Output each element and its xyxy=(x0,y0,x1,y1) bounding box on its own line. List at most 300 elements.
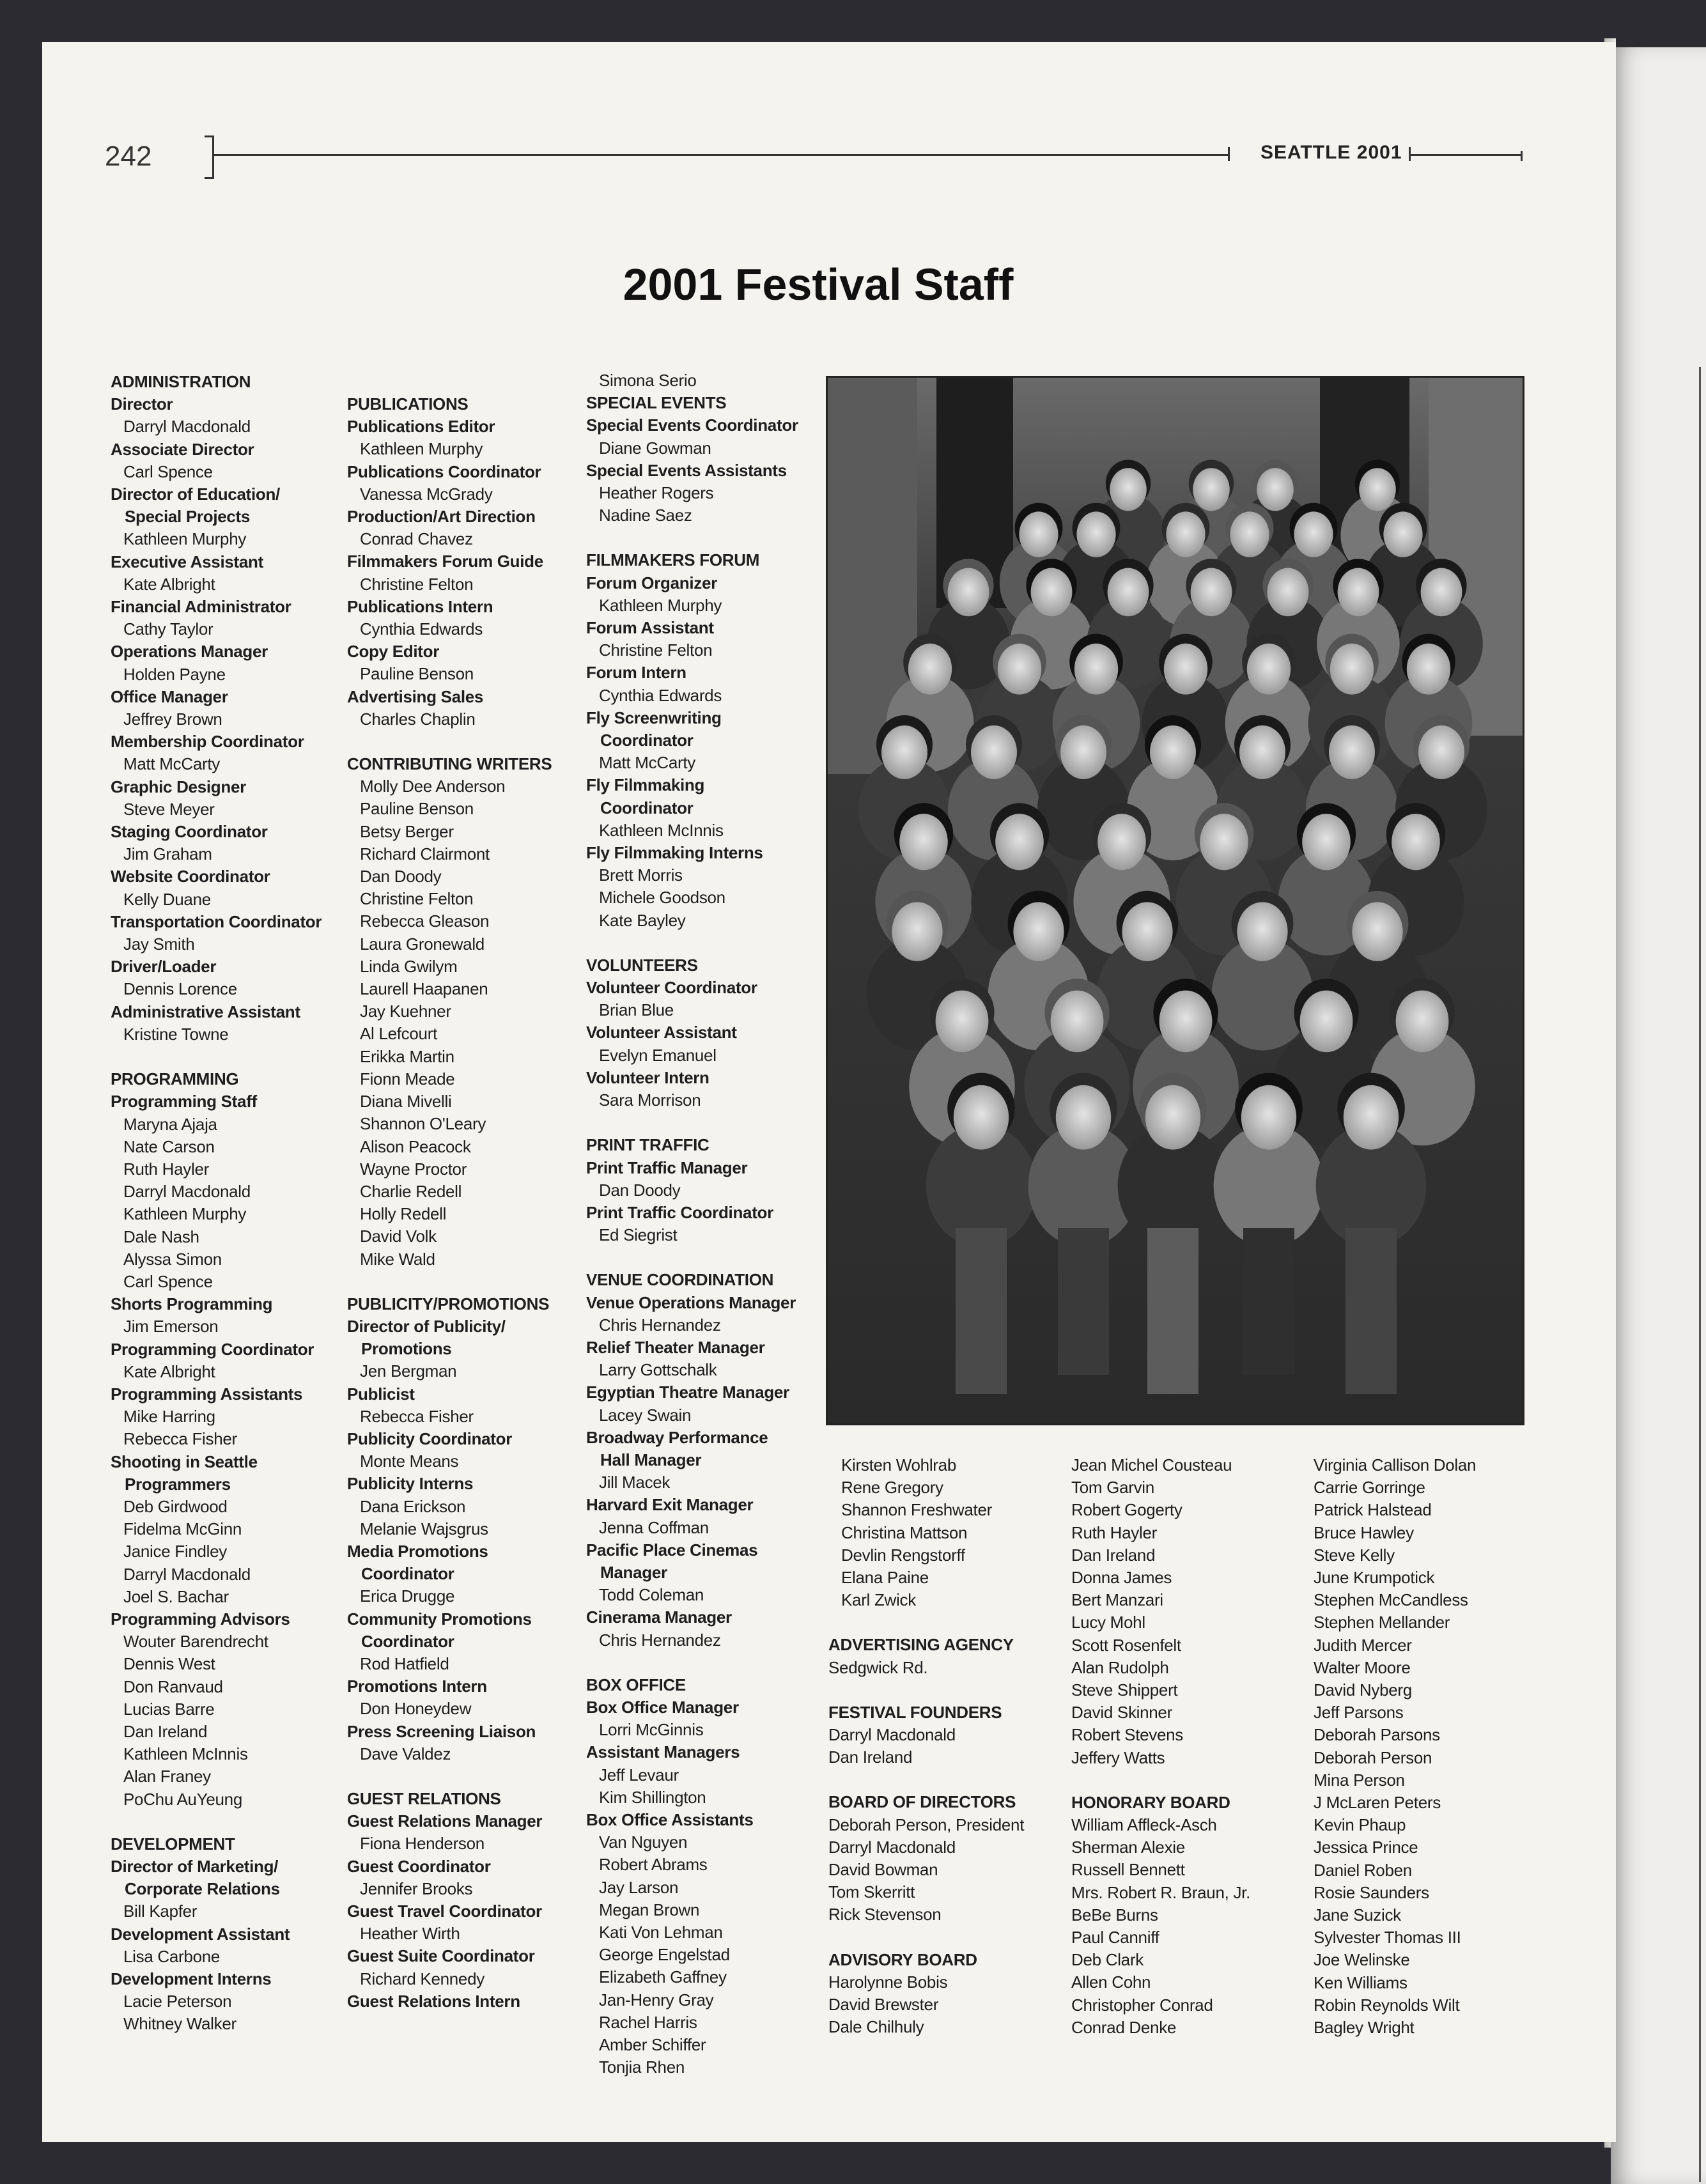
role-title: Administrative Assistant xyxy=(111,1002,300,1021)
staff-name: Kristine Towne xyxy=(123,1024,229,1044)
person-face xyxy=(1193,468,1230,511)
board-section xyxy=(828,1454,1065,1611)
board-name: Ken Williams xyxy=(1314,1972,1407,1992)
staff-name: Conrad Chavez xyxy=(360,529,473,549)
role-title: Guest Travel Coordinator xyxy=(347,1901,542,1921)
role-title: Venue Operations Manager xyxy=(586,1292,796,1312)
staff-name: Alison Peacock xyxy=(360,1136,471,1156)
role-title: Copy Editor xyxy=(347,642,440,662)
board-section xyxy=(828,1791,1065,1926)
staff-name: Charlie Redell xyxy=(360,1181,462,1201)
board-name: Kevin Phaup xyxy=(1314,1815,1406,1835)
person-face xyxy=(1302,814,1351,870)
staff-name: Linda Gwilym xyxy=(360,956,458,976)
staff-name: Rebecca Fisher xyxy=(123,1429,237,1449)
role-title: Programming Assistants xyxy=(111,1384,303,1404)
staff-name: Bill Kapfer xyxy=(123,1901,198,1921)
person-face xyxy=(1145,1085,1200,1150)
header-rule xyxy=(214,154,1229,156)
staff-name: Jeff Levaur xyxy=(599,1765,679,1785)
role-title: Director of Education/ xyxy=(111,484,280,504)
board-name: Deborah Person xyxy=(1314,1747,1432,1767)
staff-name: Fidelma McGinn xyxy=(123,1519,242,1539)
staff-name: Erica Drugge xyxy=(360,1586,455,1606)
role-title: Website Coordinator xyxy=(111,867,270,887)
staff-name: Megan Brown xyxy=(599,1900,700,1919)
staff-name: Melanie Wajsgrus xyxy=(360,1519,488,1538)
staff-name: Darryl Macdonald xyxy=(123,417,251,437)
staff-name: Jay Larson xyxy=(599,1877,679,1897)
staff-name: Maryna Ajaja xyxy=(123,1114,217,1134)
staff-name: Amber Schiffer xyxy=(599,2035,706,2055)
staff-name: Dave Valdez xyxy=(360,1744,451,1763)
person-face xyxy=(1237,902,1287,961)
role-title: Coordinator xyxy=(361,1631,454,1651)
board-name: Russell Bennett xyxy=(1071,1860,1185,1880)
staff-name: Kathleen Murphy xyxy=(360,439,483,459)
staff-name: Elizabeth Gaffney xyxy=(599,1967,727,1987)
section-heading: PUBLICATIONS xyxy=(347,394,469,414)
person-face xyxy=(1159,991,1213,1053)
board-name: Mrs. Robert R. Braun, Jr. xyxy=(1071,1882,1251,1902)
staff-name: Rebecca Fisher xyxy=(360,1406,474,1426)
board-name: Rene Gregory xyxy=(841,1478,943,1498)
person-legs xyxy=(956,1228,1007,1394)
staff-column-6 xyxy=(1314,1454,1550,2039)
role-title: Special Projects xyxy=(125,507,251,527)
section-heading: FILMMAKERS FORUM xyxy=(586,550,760,570)
staff-section xyxy=(586,1269,823,1651)
staff-name: Matt McCarty xyxy=(123,754,220,774)
role-title: Staging Coordinator xyxy=(111,822,268,842)
role-title: Shooting in Seattle xyxy=(111,1452,258,1471)
staff-name: Kate Albright xyxy=(123,1361,215,1381)
staff-name: Cynthia Edwards xyxy=(599,685,722,705)
person-face xyxy=(1383,511,1422,557)
role-title: Publications Intern xyxy=(347,596,493,616)
header-bracket xyxy=(205,136,214,179)
staff-name: Kathleen McInnis xyxy=(123,1744,248,1764)
person-face xyxy=(1108,568,1149,617)
board-name: Harolynne Bobis xyxy=(828,1972,948,1992)
staff-name: Don Honeydew xyxy=(360,1699,472,1719)
role-title: Filmmakers Forum Guide xyxy=(347,552,543,571)
staff-name: Rod Hatfield xyxy=(360,1653,449,1673)
board-name: David Skinner xyxy=(1071,1703,1172,1723)
board-name: Robert Gogerty xyxy=(1071,1500,1183,1520)
board-name: David Nyberg xyxy=(1314,1680,1412,1700)
board-name: Elana Paine xyxy=(841,1568,929,1588)
section-heading: ADVISORY BOARD xyxy=(828,1949,977,1969)
role-title: Forum Assistant xyxy=(586,618,714,638)
role-title: Graphic Designer xyxy=(111,777,246,796)
person-face xyxy=(908,644,952,695)
person-face xyxy=(1110,468,1147,511)
staff-column-3 xyxy=(586,369,823,2079)
role-title: Publications Editor xyxy=(347,417,495,437)
staff-section xyxy=(586,549,823,931)
role-title: Forum Organizer xyxy=(586,573,717,592)
staff-name: Nadine Saez xyxy=(599,506,692,525)
staff-name: Jim Emerson xyxy=(123,1317,219,1336)
staff-name: Heather Wirth xyxy=(360,1924,460,1944)
staff-name: Wouter Barendrecht xyxy=(123,1632,268,1652)
board-name: Donna James xyxy=(1071,1568,1172,1588)
role-title: Programming Coordinator xyxy=(111,1339,314,1359)
staff-name: Don Ranvaud xyxy=(123,1677,223,1696)
role-title: Special Events Assistants xyxy=(586,460,787,480)
staff-column-1 xyxy=(111,371,341,2036)
staff-name: Erikka Martin xyxy=(360,1046,454,1066)
staff-name: Richard Kennedy xyxy=(360,1969,485,1988)
staff-name: Todd Coleman xyxy=(599,1585,704,1605)
staff-name: Carl Spence xyxy=(123,461,213,481)
role-title: Hall Manager xyxy=(600,1450,702,1469)
board-name: Stephen Mellander xyxy=(1314,1613,1450,1632)
staff-name: Kathleen McInnis xyxy=(599,820,724,840)
board-name: Stephen McCandless xyxy=(1314,1590,1468,1610)
role-title: Operations Manager xyxy=(111,642,268,662)
staff-name: Dan Doody xyxy=(599,1180,681,1200)
role-title: Publicity Coordinator xyxy=(347,1429,513,1448)
staff-name: Dennis West xyxy=(123,1654,215,1674)
section-heading: BOX OFFICE xyxy=(586,1675,686,1694)
running-header: SEATTLE 2001 xyxy=(1260,142,1402,163)
staff-name: Van Nguyen xyxy=(599,1832,688,1852)
role-title: Associate Director xyxy=(111,439,254,459)
person-face xyxy=(1338,568,1379,617)
staff-section xyxy=(586,392,823,527)
staff-name: Dan Ireland xyxy=(123,1721,208,1741)
board-name: Daniel Roben xyxy=(1314,1860,1412,1880)
staff-name: George Engelstad xyxy=(599,1945,730,1965)
staff-name: Rebecca Gleason xyxy=(360,911,490,931)
staff-section xyxy=(347,753,584,1271)
person-face xyxy=(1407,644,1450,695)
person-face xyxy=(1257,468,1294,511)
role-title: Manager xyxy=(600,1562,667,1582)
role-title: Director of Publicity/ xyxy=(347,1316,506,1336)
role-title: Box Office Assistants xyxy=(586,1809,754,1829)
board-name: Christina Mattson xyxy=(841,1522,968,1542)
board-name: David Brewster xyxy=(828,1995,939,2015)
header-tick xyxy=(1228,147,1230,161)
staff-name: Jen Bergman xyxy=(360,1361,457,1381)
person-face xyxy=(1418,725,1464,779)
staff-section xyxy=(586,1674,823,2079)
page-number: 242 xyxy=(105,141,152,172)
staff-name: Holly Redell xyxy=(360,1204,447,1224)
role-title: Programmers xyxy=(125,1474,231,1494)
staff-section xyxy=(347,393,584,731)
staff-name: Alyssa Simon xyxy=(123,1249,222,1269)
person-face xyxy=(1031,568,1073,617)
staff-name: Laura Gronewald xyxy=(360,934,485,954)
person-face xyxy=(1051,991,1104,1053)
board-name: Steve Shippert xyxy=(1071,1680,1178,1700)
board-name: Bagley Wright xyxy=(1314,2018,1415,2038)
staff-name: Mike Wald xyxy=(360,1249,435,1269)
person-face xyxy=(881,725,927,779)
person-face xyxy=(899,814,948,870)
role-title: Publicist xyxy=(347,1384,415,1404)
role-title: Fly Filmmaking xyxy=(586,775,705,795)
staff-name: Brian Blue xyxy=(599,1000,674,1020)
staff-name: Christine Felton xyxy=(599,640,713,660)
staff-name: Dan Doody xyxy=(360,867,442,887)
staff-name: Dana Erickson xyxy=(360,1496,466,1516)
staff-name: Chris Hernandez xyxy=(599,1315,721,1335)
person-face xyxy=(1359,468,1396,511)
section-heading: ADMINISTRATION xyxy=(111,372,251,391)
board-name: Scott Rosenfelt xyxy=(1071,1635,1181,1655)
role-title: Egyptian Theatre Manager xyxy=(586,1382,789,1402)
staff-column-2 xyxy=(347,393,584,2013)
board-name: Walter Moore xyxy=(1314,1657,1411,1677)
staff-name: Cynthia Edwards xyxy=(360,619,483,639)
board-name: Sedgwick Rd. xyxy=(828,1657,928,1677)
section-heading: PUBLICITY/PROMOTIONS xyxy=(347,1294,550,1313)
board-name: Bruce Hawley xyxy=(1314,1522,1414,1542)
board-name: Joe Welinske xyxy=(1314,1950,1410,1970)
staff-name: Jenna Coffman xyxy=(599,1517,709,1537)
board-name: Ruth Hayler xyxy=(1071,1522,1157,1542)
role-title: Guest Coordinator xyxy=(347,1856,491,1876)
person-face xyxy=(1122,902,1172,961)
role-title: Programming Staff xyxy=(111,1092,257,1111)
staff-name: Deb Girdwood xyxy=(123,1496,228,1516)
staff-group-photo xyxy=(826,376,1524,1425)
staff-name: Lorri McGinnis xyxy=(599,1720,704,1740)
role-title: Coordinator xyxy=(361,1564,454,1584)
board-name: Darryl Macdonald xyxy=(828,1725,956,1745)
staff-name: Holden Payne xyxy=(123,664,226,684)
staff-name: Carl Spence xyxy=(123,1271,213,1291)
role-title: Membership Coordinator xyxy=(111,732,304,752)
staff-name: Pauline Benson xyxy=(360,799,474,819)
board-name: Tom Garvin xyxy=(1071,1478,1154,1498)
board-name: Mina Person xyxy=(1314,1770,1405,1790)
role-title: Special Events Coordinator xyxy=(586,415,798,435)
staff-section xyxy=(586,1134,823,1246)
staff-name: Pauline Benson xyxy=(360,664,474,684)
staff-name: Jeffrey Brown xyxy=(123,709,222,729)
staff-section xyxy=(586,954,823,1111)
person-legs xyxy=(1147,1228,1198,1394)
staff-name: Ruth Hayler xyxy=(123,1159,209,1179)
role-title: Publications Coordinator xyxy=(347,461,541,481)
board-section xyxy=(1071,1454,1308,1769)
person-face xyxy=(1019,511,1058,557)
section-heading: BOARD OF DIRECTORS xyxy=(828,1792,1016,1812)
board-name: J McLaren Peters xyxy=(1314,1793,1441,1813)
person-face xyxy=(1230,511,1269,557)
staff-name: Mike Harring xyxy=(123,1407,215,1427)
board-name: BeBe Burns xyxy=(1071,1905,1158,1925)
person-face xyxy=(1344,1085,1399,1150)
staff-name: Steve Meyer xyxy=(123,799,215,819)
person-face xyxy=(998,644,1041,695)
staff-name: Chris Hernandez xyxy=(599,1630,721,1650)
person-face xyxy=(1329,725,1375,779)
staff-name: Alan Franey xyxy=(123,1767,211,1786)
role-title: Forum Intern xyxy=(586,663,686,683)
person-face xyxy=(1097,814,1146,870)
board-name: Karl Zwick xyxy=(841,1590,916,1610)
staff-name: Kate Albright xyxy=(123,574,215,594)
person-face xyxy=(1200,814,1248,870)
staff-name: Dennis Lorence xyxy=(123,979,237,999)
staff-name: Wayne Proctor xyxy=(360,1159,467,1179)
board-name: Tom Skerritt xyxy=(828,1882,915,1902)
staff-section xyxy=(347,1293,584,1765)
staff-name: Al Lefcourt xyxy=(360,1024,437,1044)
board-name: Carrie Gorringe xyxy=(1314,1478,1425,1498)
board-name: Rosie Saunders xyxy=(1314,1882,1429,1902)
section-heading: FESTIVAL FOUNDERS xyxy=(828,1702,1002,1722)
staff-name: Tonjia Rhen xyxy=(599,2057,685,2077)
staff-name: Brett Morris xyxy=(599,865,683,885)
staff-name: Kathleen Murphy xyxy=(123,1204,247,1224)
staff-name: Michele Goodson xyxy=(599,888,725,908)
staff-name: Vanessa McGrady xyxy=(360,484,493,504)
person-legs xyxy=(1243,1228,1294,1375)
role-title: Relief Theater Manager xyxy=(586,1337,765,1357)
staff-name: Jay Smith xyxy=(123,934,195,954)
board-name: Deborah Person, President xyxy=(828,1815,1025,1834)
role-title: Executive Assistant xyxy=(111,552,264,571)
role-title: Press Screening Liaison xyxy=(347,1721,536,1741)
role-title: Production/Art Direction xyxy=(347,507,536,527)
role-title: Corporate Relations xyxy=(125,1879,280,1899)
board-name: Shannon Freshwater xyxy=(841,1500,992,1520)
staff-name: Monte Means xyxy=(360,1452,459,1471)
role-title: Volunteer Coordinator xyxy=(586,978,757,998)
person-face xyxy=(1392,814,1440,870)
staff-column-4 xyxy=(828,1454,1065,2038)
role-title: Director xyxy=(111,394,173,414)
board-name: Robin Reynolds Wilt xyxy=(1314,1995,1460,2015)
board-name: Bert Manzari xyxy=(1071,1590,1163,1610)
role-title: Fly Screenwriting xyxy=(586,708,722,727)
staff-name: Dale Nash xyxy=(123,1227,199,1246)
role-title: Director of Marketing/ xyxy=(111,1857,279,1876)
board-name: Lucy Mohl xyxy=(1071,1613,1145,1632)
person-face xyxy=(1268,568,1309,617)
page-title: 2001 Festival Staff xyxy=(623,259,1014,309)
staff-column-5 xyxy=(1071,1454,1308,2039)
staff-name: Nate Carson xyxy=(123,1136,215,1156)
person-face xyxy=(1060,725,1106,779)
staff-name: Diana Mivelli xyxy=(360,1092,452,1111)
section-heading: PROGRAMMING xyxy=(111,1069,239,1089)
board-name: Dale Chilhuly xyxy=(828,2017,924,2037)
role-title: Community Promotions xyxy=(347,1609,532,1629)
board-name: Jeffery Watts xyxy=(1071,1747,1165,1767)
role-title: Development Interns xyxy=(111,1969,272,1989)
board-name: Conrad Denke xyxy=(1071,2017,1177,2037)
staff-name: Molly Dee Anderson xyxy=(360,777,506,796)
board-name: Robert Stevens xyxy=(1071,1725,1184,1745)
board-name: William Affleck-Asch xyxy=(1071,1815,1217,1835)
section-heading: GUEST RELATIONS xyxy=(347,1788,501,1808)
person-face xyxy=(1247,644,1291,695)
staff-name: David Volk xyxy=(360,1227,437,1246)
adjacent-page-edge xyxy=(1611,47,1706,2184)
board-name: Jean Michel Cousteau xyxy=(1071,1455,1232,1475)
board-name: Deborah Parsons xyxy=(1314,1725,1440,1745)
staff-name: Jim Graham xyxy=(123,844,212,864)
role-title: Guest Relations Manager xyxy=(347,1811,543,1831)
staff-name: Christine Felton xyxy=(360,574,474,594)
staff-name: PoChu AuYeung xyxy=(123,1789,242,1809)
header-rule xyxy=(1410,154,1521,156)
staff-name: Fiona Henderson xyxy=(360,1834,485,1854)
staff-name: Fionn Meade xyxy=(360,1069,455,1088)
person-face xyxy=(1164,644,1207,695)
staff-name: Heather Rogers xyxy=(599,483,714,503)
staff-name: Charles Chaplin xyxy=(360,709,476,729)
staff-section xyxy=(111,1833,341,2036)
board-section xyxy=(828,1634,1065,1678)
person-face xyxy=(1074,644,1118,695)
staff-name: Ed Siegrist xyxy=(599,1225,678,1245)
board-name: Paul Canniff xyxy=(1071,1928,1159,1948)
role-title: Cinerama Manager xyxy=(586,1607,732,1627)
board-name: Alan Rudolph xyxy=(1071,1657,1169,1677)
role-title: Financial Administrator xyxy=(111,597,291,617)
role-title: Coordinator xyxy=(600,798,694,817)
staff-name: Evelyn Emanuel xyxy=(599,1045,717,1065)
board-name: Virginia Callison Dolan xyxy=(1314,1455,1477,1475)
role-title: Guest Suite Coordinator xyxy=(347,1946,535,1966)
role-title: Promotions Intern xyxy=(347,1677,487,1696)
role-title: Print Traffic Manager xyxy=(586,1158,748,1177)
board-name: Christopher Conrad xyxy=(1071,1995,1213,2015)
board-name: Deb Clark xyxy=(1071,1950,1144,1970)
section-heading: VOLUNTEERS xyxy=(586,955,698,975)
role-title: Coordinator xyxy=(600,731,694,750)
staff-name: Cathy Taylor xyxy=(123,619,213,639)
role-title: Assistant Managers xyxy=(586,1742,740,1762)
person-face xyxy=(1056,1085,1111,1150)
role-title: Advertising Sales xyxy=(347,686,484,706)
board-name: Rick Stevenson xyxy=(828,1905,942,1925)
board-name: Jane Suzick xyxy=(1314,1905,1401,1925)
board-name: Devlin Rengstorff xyxy=(841,1545,965,1565)
role-title: Harvard Exit Manager xyxy=(586,1495,754,1515)
section-heading: HONORARY BOARD xyxy=(1071,1792,1230,1812)
staff-name: Betsy Berger xyxy=(360,821,454,841)
role-title: Media Promotions xyxy=(347,1541,488,1561)
role-title: Guest Relations Intern xyxy=(347,1991,520,2011)
board-name: Jessica Prince xyxy=(1314,1838,1418,1857)
board-name: Dan Ireland xyxy=(828,1747,913,1767)
staff-name: Kathleen Murphy xyxy=(123,529,247,549)
staff-name: Laurell Haapanen xyxy=(360,979,488,999)
section-heading: PRINT TRAFFIC xyxy=(586,1135,710,1155)
person-legs xyxy=(1058,1228,1109,1375)
staff-name: Jay Kuehner xyxy=(360,1002,451,1021)
staff-name: Jill Macek xyxy=(599,1473,671,1492)
person-legs xyxy=(1345,1228,1397,1394)
staff-section xyxy=(111,371,341,1046)
staff-name: Joel S. Bachar xyxy=(123,1586,229,1606)
role-title: Programming Advisors xyxy=(111,1609,290,1629)
person-face xyxy=(1239,725,1285,779)
staff-section xyxy=(111,1068,341,1811)
section-heading: VENUE COORDINATION xyxy=(586,1270,774,1290)
